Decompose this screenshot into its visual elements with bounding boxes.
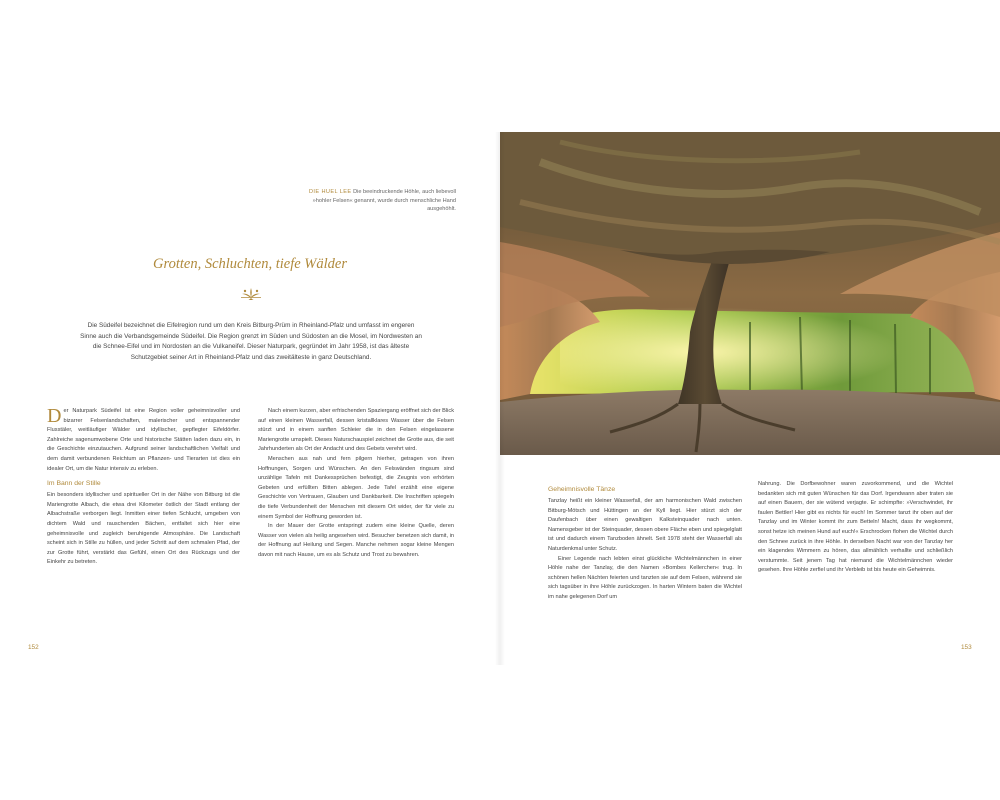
subheading: Im Bann der Stille bbox=[47, 480, 101, 488]
caption-heading: DIE HUEL LEE bbox=[308, 189, 352, 195]
text-column-3 bbox=[548, 480, 742, 603]
dropcap: D bbox=[47, 405, 62, 427]
paragraph: Einer Legende nach lebten einst glückliche Wichtelmännchen in einer Höhle nahe der Tanzlay, die den Namen »Bombes Kellerchen« trug. In schönen hellen Nächten feierten und tanzten sie auf dem Felsen, während sie sich tagsüber in ihre Höhle zurückzogen. In harten Wintern baten die Wichtel im nahe gelegenen Dorf um bbox=[548, 555, 742, 600]
book-spread bbox=[0, 132, 1000, 665]
intro-paragraph: Die Südeifel bezeichnet die Eifelregion rund um den Kreis Bitburg-Prüm in Rheinland-Pfalz und umfasst im engeren Sinne auch die Verbandsgemeinde Südeifel. Die Region grenzt im Süden und Südosten an die Mosel, im Nordwesten an die Schnee-Eifel und im Nordosten an die Vulkaneifel. Dieser Naturpark, gegründet im Jahr 1958, ist das älteste Schutzgebiet seiner Art in Rheinland-Pfalz und das zweitälteste in ganz Deutschland. bbox=[80, 322, 422, 361]
paragraph: In der Mauer der Grotte entspringt zudem eine kleine Quelle, deren Wasser von vielen als heilig angesehen wird. Besucher benetzen sich damit, in der Hoffnung auf Heilung und Segen. Manche nehmen sogar kleine Mengen davon mit nach Hause, um es als Schutz und Trost zu bewahren. bbox=[258, 523, 454, 558]
left-page bbox=[0, 132, 500, 665]
ornament-icon bbox=[239, 287, 263, 301]
text-column-4 bbox=[758, 480, 953, 576]
page-number-right: 153 bbox=[961, 644, 972, 651]
paragraph: Tanzlay heißt ein kleiner Wasserfall, der am harmonischen Wald zwischen Bitburg-Mötsch und Hüttingen an der Kyll liegt. Hier stürzt sich der Daufenbach über einen gewaltigen Kalksteinquader nach unten. Namensgeber ist der Steinquader, dessen obere Fläche eben und spiegelglatt ist und dadurch einem Tanzboden ähnelt. Seit 1978 steht der Wasserfall als Naturdenkmal unter Schutz. bbox=[548, 498, 742, 552]
text-column-2 bbox=[258, 407, 454, 561]
page-number-left: 152 bbox=[28, 644, 39, 651]
chapter-title: Grotten, Schluchten, tiefe Wälder bbox=[153, 256, 347, 272]
subheading: Geheimnisvolle Tänze bbox=[548, 486, 616, 493]
paragraph bbox=[47, 407, 240, 474]
paragraph: Nach einem kurzen, aber erfrischenden Spaziergang eröffnet sich der Blick auf einen kleinen Wasserfall, dessen kristallklares Wasser über die Felsen stürzt und in einem sanften Schleier die in den Felsen eingelassene Mariengrotte umspielt. Dieses Naturschauspiel zeichnet die Grotte aus, die seit Jahrhunderten als Ort der Andacht und des Gebets verehrt wird. bbox=[258, 408, 454, 453]
cave-photo bbox=[500, 132, 1000, 455]
paragraph-text: er Naturpark Südeifel ist eine Region voller geheimnisvoller und bizarrer Felsenlandschaften, malerischer und entspannender Flusstäler, weitläufiger Wälder und idyllischer, gepflegter Eifeldörfer. Zahlreiche sagenumwobene Orte und historische Stätten laden dazu ein, in die Geschichte einzutauchen. Aufgrund seiner landschaftlichen Vielfalt und dem damit verbundenen Reichtum an Pflanzen- und Tierarten ist dies ein idealer Ort, um die Natur intensiv zu erleben. bbox=[47, 408, 240, 472]
spine-shadow bbox=[495, 132, 505, 665]
photo-caption bbox=[300, 188, 456, 214]
paragraph: Menschen aus nah und fern pilgern hierher, getragen von ihren Hoffnungen, Sorgen und Wünschen. An den Felswänden ringsum sind unzählige Tafeln mit Dankessprüchen befestigt, die Zeugnis von erhörten Gebeten und erfüllten Bitten ablegen. Jede Tafel erzählt eine eigene Geschichte von Vertrauen, Glauben und Dankbarkeit. Die Inschriften spiegeln die tiefe Verbundenheit der Menschen mit diesem Ort wider, der für viele zu einem Symbol der Hoffnung geworden ist. bbox=[258, 455, 454, 520]
text-column-1 bbox=[47, 407, 240, 568]
paragraph: Nahrung. Die Dorfbewohner waren zuvorkommend, und die Wichtel bedankten sich mit guten Wünschen für das Dorf. Irgendwann aber traten sie auf einen Bauern, der sie wütend verjagte. Er schimpfte: »Verschwindet, ihr faulen Bettler! Hier gibt es nichts für euch! Im Sommer tanzt ihr oben auf der Tanzlay und im Winter kommt ihr zum Betteln! Macht, dass ihr wegkommt, sonst hetze ich meinen Hund auf euch!« Erschrocken flohen die Wichtel durch den Schnee zurück in ihre Höhle. In derselben Nacht war von der Tanzlay her ein klagendes Wimmern zu hören, das allmählich verhallte und schließlich verstummte. Seit jenem Tag hat niemand die Wichtelmännchen wieder gesehen. Ihre Höhle zerfiel und ihr Verbleib ist bis heute ein Geheimnis. bbox=[758, 481, 953, 574]
caption-text: Die beeindruckende Höhle, auch liebevoll »hohler Felsen« genannt, wurde durch menschliche Hand ausgehöhlt. bbox=[312, 189, 456, 213]
paragraph: Ein besonders idyllischer und spiritueller Ort in der Nähe von Bitburg ist die Mariengrotte Albach, die etwa drei Kilometer östlich der Stadt entlang der Albachstraße verborgen liegt. Inmitten einer tiefen Schlucht, umgeben von dichtem Wald und rauschenden Bächen, entfaltet sich hier eine geheimnisvolle und zugleich beruhigende Atmosphäre. Die Landschaft scheint sich in Stille zu hüllen, und jeder Schritt auf dem schmalen Pfad, der zur Grotte führt, verstärkt das Gefühl, einen Ort des Rückzugs und der Einkehr zu betreten. bbox=[47, 492, 240, 566]
